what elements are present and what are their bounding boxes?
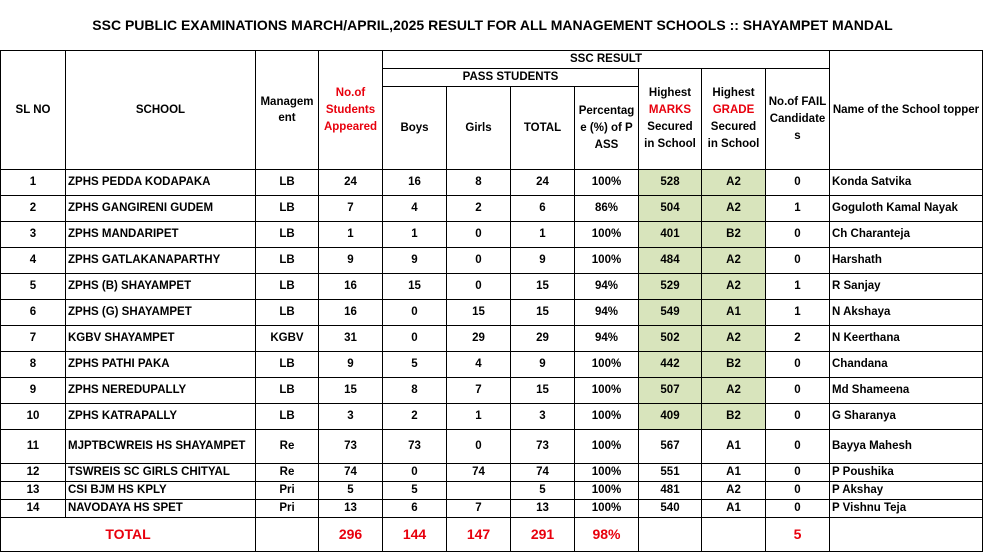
cell-total: 15 <box>511 274 575 300</box>
cell-topper: Ch Charanteja <box>830 222 983 248</box>
header-total: TOTAL <box>511 87 575 170</box>
total-row <box>1 518 983 552</box>
header-highest-grade-line4: in School <box>707 138 760 150</box>
table-row <box>1 300 983 326</box>
cell-girls: 0 <box>447 430 511 464</box>
cell-highest-marks: 442 <box>639 352 702 378</box>
cell-appeared: 9 <box>319 248 383 274</box>
header-topper: Name of the School topper <box>830 51 983 170</box>
cell-highest-marks: 481 <box>639 482 702 500</box>
header-highest-grade-line3: Secured <box>710 121 757 133</box>
cell-highest-marks: 504 <box>639 196 702 222</box>
cell-total: 6 <box>511 196 575 222</box>
cell-boys: 5 <box>383 352 447 378</box>
cell-total: 13 <box>511 500 575 518</box>
cell-appeared: 74 <box>319 464 383 482</box>
cell-boys: 2 <box>383 404 447 430</box>
table-row <box>1 500 983 518</box>
cell-percentage: 100% <box>575 482 639 500</box>
cell-topper: N Akshaya <box>830 300 983 326</box>
cell-fail: 0 <box>766 378 830 404</box>
cell-management: Pri <box>256 500 319 518</box>
cell-sl-no: 12 <box>1 464 66 482</box>
header-highest-marks <box>639 69 702 170</box>
cell-girls: 4 <box>447 352 511 378</box>
cell-total: 3 <box>511 404 575 430</box>
cell-school: ZPHS GATLAKANAPARTHY <box>66 248 256 274</box>
cell-girls: 15 <box>447 300 511 326</box>
table-row <box>1 196 983 222</box>
cell-fail: 0 <box>766 222 830 248</box>
cell-percentage: 94% <box>575 274 639 300</box>
cell-highest-grade: A2 <box>702 170 766 196</box>
cell-percentage: 100% <box>575 222 639 248</box>
cell-highest-grade: A1 <box>702 464 766 482</box>
header-highest-marks-line4: in School <box>644 138 696 150</box>
cell-percentage: 94% <box>575 300 639 326</box>
total-percentage: 98% <box>575 518 639 552</box>
cell-management: LB <box>256 248 319 274</box>
cell-highest-marks: 529 <box>639 274 702 300</box>
cell-boys: 4 <box>383 196 447 222</box>
cell-sl-no: 4 <box>1 248 66 274</box>
table-row <box>1 378 983 404</box>
cell-fail: 2 <box>766 326 830 352</box>
cell-school: ZPHS PEDDA KODAPAKA <box>66 170 256 196</box>
cell-percentage: 100% <box>575 500 639 518</box>
cell-boys: 0 <box>383 326 447 352</box>
cell-school: ZPHS KATRAPALLY <box>66 404 256 430</box>
total-boys: 144 <box>383 518 447 552</box>
header-pass-students: PASS STUDENTS <box>383 69 639 87</box>
cell-percentage: 100% <box>575 430 639 464</box>
cell-girls: 1 <box>447 404 511 430</box>
cell-boys: 0 <box>383 464 447 482</box>
cell-school: ZPHS PATHI PAKA <box>66 352 256 378</box>
cell-highest-marks: 502 <box>639 326 702 352</box>
cell-boys: 9 <box>383 248 447 274</box>
cell-appeared: 73 <box>319 430 383 464</box>
cell-appeared: 31 <box>319 326 383 352</box>
table-row <box>1 404 983 430</box>
cell-management: Re <box>256 430 319 464</box>
cell-sl-no: 2 <box>1 196 66 222</box>
cell-total: 5 <box>511 482 575 500</box>
cell-highest-grade: A1 <box>702 430 766 464</box>
header-boys: Boys <box>383 87 447 170</box>
cell-topper: N Keerthana <box>830 326 983 352</box>
cell-total: 24 <box>511 170 575 196</box>
cell-highest-grade: A2 <box>702 482 766 500</box>
cell-highest-grade: A1 <box>702 300 766 326</box>
cell-topper: G Sharanya <box>830 404 983 430</box>
cell-percentage: 100% <box>575 378 639 404</box>
cell-sl-no: 9 <box>1 378 66 404</box>
cell-fail: 0 <box>766 248 830 274</box>
table-row <box>1 274 983 300</box>
header-appeared: No.of Students Appeared <box>319 51 383 170</box>
cell-percentage: 100% <box>575 248 639 274</box>
cell-management: LB <box>256 274 319 300</box>
cell-school: MJPTBCWREIS HS SHAYAMPET <box>66 430 256 464</box>
cell-total: 1 <box>511 222 575 248</box>
header-marks-label: MARKS <box>648 104 692 116</box>
cell-percentage: 100% <box>575 404 639 430</box>
cell-management: LB <box>256 352 319 378</box>
total-management <box>256 518 319 552</box>
cell-sl-no: 13 <box>1 482 66 500</box>
cell-management: LB <box>256 196 319 222</box>
cell-highest-grade: A2 <box>702 196 766 222</box>
cell-highest-marks: 484 <box>639 248 702 274</box>
cell-boys: 73 <box>383 430 447 464</box>
cell-sl-no: 5 <box>1 274 66 300</box>
cell-highest-grade: A2 <box>702 248 766 274</box>
cell-total: 9 <box>511 248 575 274</box>
cell-appeared: 13 <box>319 500 383 518</box>
cell-percentage: 100% <box>575 170 639 196</box>
cell-school: NAVODAYA HS SPET <box>66 500 256 518</box>
header-fail: No.of FAIL Candidates <box>766 69 830 170</box>
total-marks <box>639 518 702 552</box>
cell-boys: 15 <box>383 274 447 300</box>
header-girls: Girls <box>447 87 511 170</box>
results-body <box>1 170 983 552</box>
table-row <box>1 248 983 274</box>
cell-highest-grade: A2 <box>702 326 766 352</box>
cell-girls: 8 <box>447 170 511 196</box>
cell-total: 15 <box>511 378 575 404</box>
cell-girls: 0 <box>447 248 511 274</box>
cell-fail: 0 <box>766 404 830 430</box>
total-appeared: 296 <box>319 518 383 552</box>
cell-boys: 1 <box>383 222 447 248</box>
cell-boys: 0 <box>383 300 447 326</box>
cell-appeared: 3 <box>319 404 383 430</box>
cell-highest-marks: 567 <box>639 430 702 464</box>
cell-percentage: 100% <box>575 464 639 482</box>
total-girls: 147 <box>447 518 511 552</box>
cell-highest-grade: B2 <box>702 352 766 378</box>
cell-school: KGBV SHAYAMPET <box>66 326 256 352</box>
cell-boys: 8 <box>383 378 447 404</box>
cell-fail: 1 <box>766 274 830 300</box>
cell-highest-grade: B2 <box>702 222 766 248</box>
cell-girls: 0 <box>447 274 511 300</box>
cell-topper: R Sanjay <box>830 274 983 300</box>
cell-appeared: 16 <box>319 274 383 300</box>
cell-school: ZPHS NEREDUPALLY <box>66 378 256 404</box>
cell-girls: 29 <box>447 326 511 352</box>
cell-school: TSWREIS SC GIRLS CHITYAL <box>66 464 256 482</box>
cell-management: LB <box>256 404 319 430</box>
cell-girls: 2 <box>447 196 511 222</box>
cell-percentage: 100% <box>575 352 639 378</box>
header-sl-no: SL NO <box>1 51 66 170</box>
cell-fail: 0 <box>766 170 830 196</box>
results-table <box>0 50 983 552</box>
cell-total: 73 <box>511 430 575 464</box>
header-highest-marks-line1: Highest <box>648 87 692 99</box>
cell-fail: 0 <box>766 482 830 500</box>
cell-highest-marks: 409 <box>639 404 702 430</box>
cell-fail: 0 <box>766 430 830 464</box>
cell-appeared: 9 <box>319 352 383 378</box>
cell-sl-no: 6 <box>1 300 66 326</box>
table-row <box>1 222 983 248</box>
cell-sl-no: 11 <box>1 430 66 464</box>
cell-school: ZPHS (B) SHAYAMPET <box>66 274 256 300</box>
cell-highest-grade: A2 <box>702 274 766 300</box>
header-grade-label: GRADE <box>712 104 755 116</box>
cell-sl-no: 3 <box>1 222 66 248</box>
cell-sl-no: 10 <box>1 404 66 430</box>
cell-girls: 74 <box>447 464 511 482</box>
cell-topper: P Vishnu Teja <box>830 500 983 518</box>
total-topper <box>830 518 983 552</box>
total-grade <box>702 518 766 552</box>
cell-boys: 16 <box>383 170 447 196</box>
table-row <box>1 352 983 378</box>
cell-boys: 6 <box>383 500 447 518</box>
cell-highest-marks: 549 <box>639 300 702 326</box>
cell-appeared: 5 <box>319 482 383 500</box>
table-row <box>1 482 983 500</box>
cell-highest-marks: 401 <box>639 222 702 248</box>
cell-girls <box>447 482 511 500</box>
header-management: Management <box>256 51 319 170</box>
cell-topper: Md Shameena <box>830 378 983 404</box>
cell-total: 29 <box>511 326 575 352</box>
header-percentage: Percentage (%) of PASS <box>575 87 639 170</box>
cell-appeared: 15 <box>319 378 383 404</box>
cell-percentage: 86% <box>575 196 639 222</box>
cell-school: ZPHS GANGIRENI GUDEM <box>66 196 256 222</box>
total-fail: 5 <box>766 518 830 552</box>
cell-highest-marks: 528 <box>639 170 702 196</box>
cell-topper: Chandana <box>830 352 983 378</box>
header-highest-marks-line3: Secured <box>647 121 693 133</box>
cell-girls: 7 <box>447 500 511 518</box>
cell-percentage: 94% <box>575 326 639 352</box>
cell-boys: 5 <box>383 482 447 500</box>
cell-appeared: 7 <box>319 196 383 222</box>
total-label: TOTAL <box>1 518 256 552</box>
cell-topper: Harshath <box>830 248 983 274</box>
cell-topper: Goguloth Kamal Nayak <box>830 196 983 222</box>
cell-management: Pri <box>256 482 319 500</box>
cell-sl-no: 14 <box>1 500 66 518</box>
cell-school: ZPHS MANDARIPET <box>66 222 256 248</box>
cell-highest-grade: A1 <box>702 500 766 518</box>
total-pass: 291 <box>511 518 575 552</box>
cell-sl-no: 1 <box>1 170 66 196</box>
cell-sl-no: 8 <box>1 352 66 378</box>
table-row <box>1 170 983 196</box>
cell-management: LB <box>256 170 319 196</box>
cell-fail: 0 <box>766 464 830 482</box>
cell-management: LB <box>256 378 319 404</box>
cell-appeared: 1 <box>319 222 383 248</box>
cell-topper: Konda Satvika <box>830 170 983 196</box>
cell-sl-no: 7 <box>1 326 66 352</box>
header-ssc-result: SSC RESULT <box>383 51 830 69</box>
cell-fail: 0 <box>766 352 830 378</box>
cell-management: LB <box>256 300 319 326</box>
cell-girls: 7 <box>447 378 511 404</box>
cell-highest-marks: 551 <box>639 464 702 482</box>
cell-highest-grade: B2 <box>702 404 766 430</box>
cell-girls: 0 <box>447 222 511 248</box>
page-title: SSC PUBLIC EXAMINATIONS MARCH/APRIL,2025 RESULT FOR ALL MANAGEMENT SCHOOLS :: SHAYAMPET MANDAL <box>92 17 893 33</box>
cell-total: 15 <box>511 300 575 326</box>
cell-appeared: 16 <box>319 300 383 326</box>
cell-fail: 1 <box>766 196 830 222</box>
cell-management: Re <box>256 464 319 482</box>
cell-highest-marks: 507 <box>639 378 702 404</box>
header-school: SCHOOL <box>66 51 256 170</box>
table-row <box>1 326 983 352</box>
cell-fail: 1 <box>766 300 830 326</box>
cell-topper: P Poushika <box>830 464 983 482</box>
cell-appeared: 24 <box>319 170 383 196</box>
cell-highest-marks: 540 <box>639 500 702 518</box>
cell-management: KGBV <box>256 326 319 352</box>
header-highest-grade-line1: Highest <box>712 87 755 99</box>
cell-total: 9 <box>511 352 575 378</box>
cell-management: LB <box>256 222 319 248</box>
cell-school: CSI BJM HS KPLY <box>66 482 256 500</box>
cell-highest-grade: A2 <box>702 378 766 404</box>
cell-fail: 0 <box>766 500 830 518</box>
cell-school: ZPHS (G) SHAYAMPET <box>66 300 256 326</box>
table-row <box>1 430 983 464</box>
header-highest-grade <box>702 69 766 170</box>
cell-topper: Bayya Mahesh <box>830 430 983 464</box>
table-row <box>1 464 983 482</box>
cell-total: 74 <box>511 464 575 482</box>
cell-topper: P Akshay <box>830 482 983 500</box>
